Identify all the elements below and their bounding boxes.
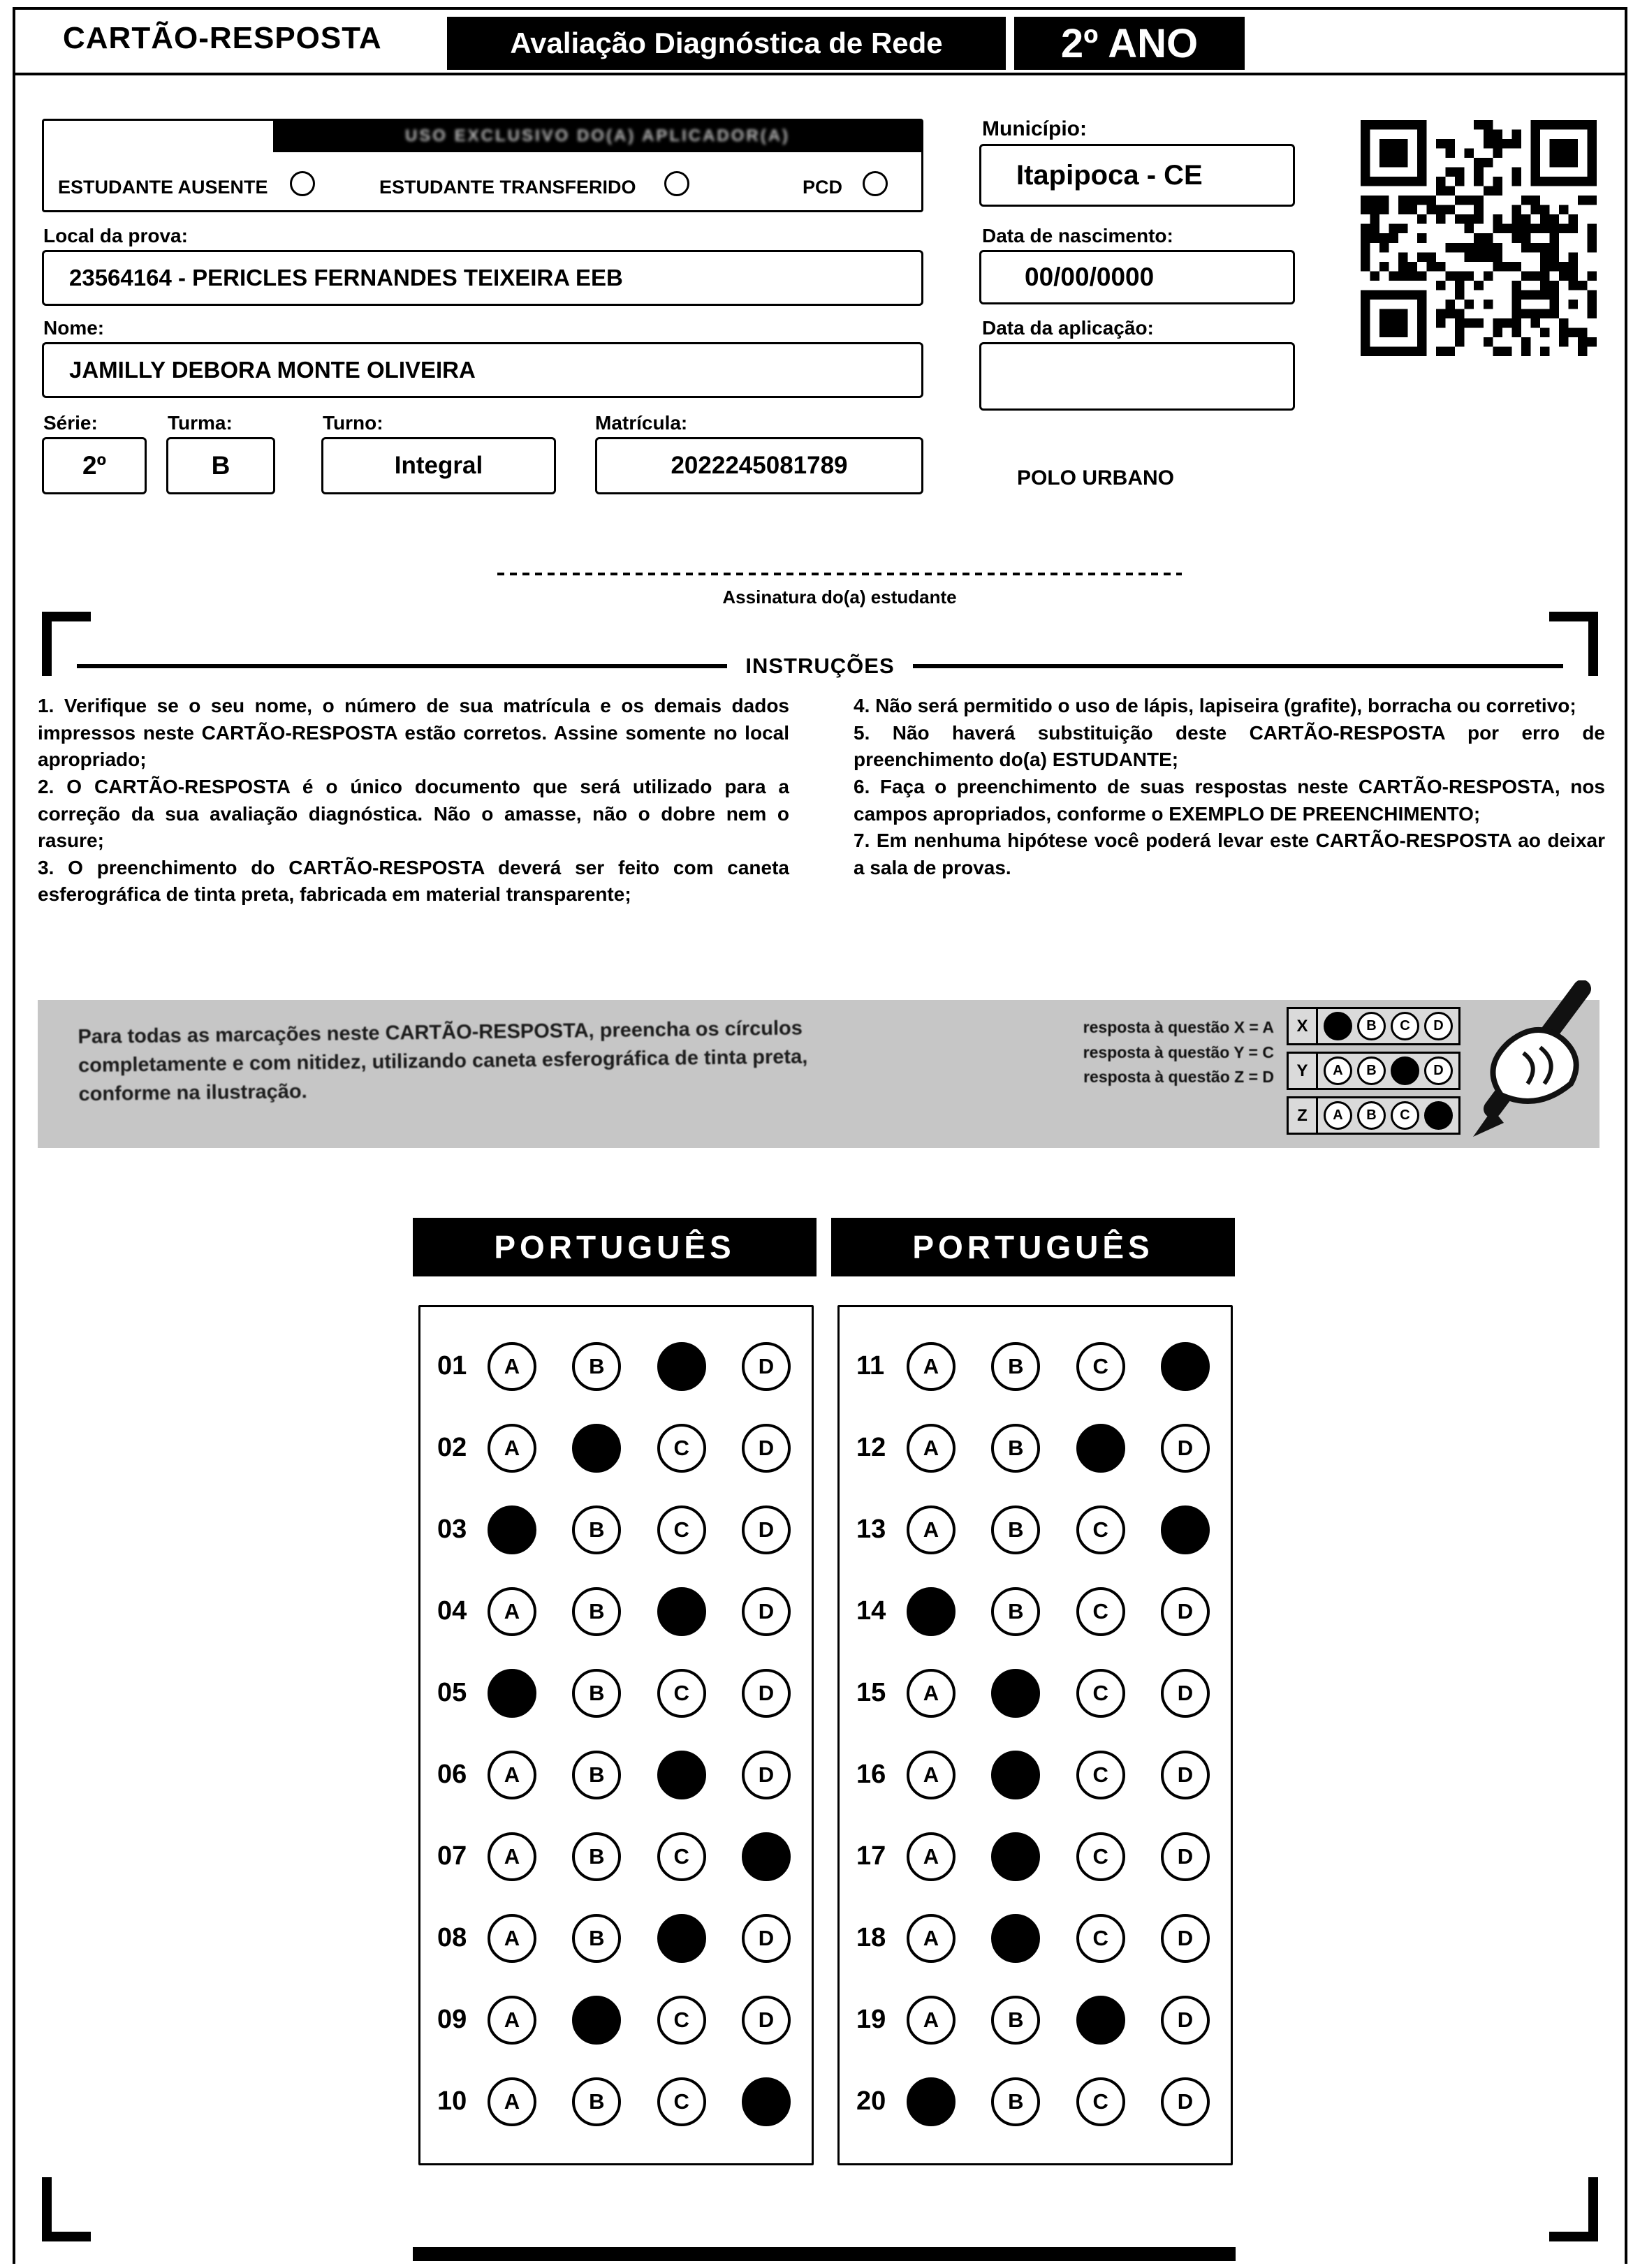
example-row-label: X bbox=[1289, 1009, 1318, 1043]
header-divider bbox=[13, 73, 1627, 75]
question-row bbox=[420, 1570, 812, 1652]
hand-pen-illustration bbox=[1442, 980, 1616, 1148]
answer-bubble-c[interactable] bbox=[1076, 1996, 1125, 2045]
qr-code bbox=[1361, 120, 1597, 356]
instruction-item: 5. Não haverá substituição deste CARTÃO-RESPOSTA por erro de preenchimento do(a) ESTUDANTE; bbox=[854, 721, 1605, 771]
answer-bubble-c[interactable]: C bbox=[657, 1832, 706, 1881]
answer-bubble-d[interactable]: D bbox=[742, 1751, 791, 1799]
example-bubble-a: A bbox=[1324, 1101, 1352, 1130]
answer-bubble-d[interactable] bbox=[742, 1832, 791, 1881]
answer-bubble-b[interactable]: B bbox=[991, 2077, 1040, 2126]
applicator-bar-text: USO EXCLUSIVO DO(A) APLICADOR(A) bbox=[404, 126, 791, 145]
answer-bubble-d[interactable]: D bbox=[742, 1505, 791, 1554]
section-title-1: PORTUGUÊS bbox=[494, 1229, 735, 1265]
polo-label: POLO URBANO bbox=[1017, 466, 1174, 489]
example-bubble-c: C bbox=[1391, 1101, 1419, 1130]
applicator-box bbox=[42, 119, 923, 212]
nascimento-value: 00/00/0000 bbox=[1025, 263, 1155, 291]
answer-bubble-d[interactable]: D bbox=[1161, 1914, 1210, 1963]
example-bubble-c: C bbox=[1391, 1012, 1419, 1040]
answer-bubble-d[interactable]: D bbox=[1161, 1832, 1210, 1881]
answer-options bbox=[907, 1669, 1210, 1718]
answer-bubble-d[interactable]: D bbox=[1161, 1424, 1210, 1473]
example-note: Para todas as marcações neste CARTÃO-RESPOSTA, preencha os círculos completamente e com nitidez, utilizando caneta esferográfica de tinta preta, conforme na ilustração. bbox=[78, 1017, 808, 1106]
local-field[interactable] bbox=[42, 250, 923, 306]
answer-bubble-c[interactable]: C bbox=[1076, 1505, 1125, 1554]
answer-bubble-d[interactable]: D bbox=[742, 1424, 791, 1473]
answer-bubble-a[interactable]: A bbox=[488, 1914, 536, 1963]
answer-bubble-d[interactable]: D bbox=[742, 1342, 791, 1391]
nascimento-label: Data de nascimento: bbox=[982, 225, 1173, 246]
question-number: 13 bbox=[856, 1515, 886, 1544]
turno-label: Turno: bbox=[323, 412, 383, 434]
question-number: 15 bbox=[856, 1678, 886, 1707]
matricula-value: 2022245081789 bbox=[671, 452, 848, 479]
example-bubble-b: B bbox=[1357, 1056, 1386, 1085]
answer-bubble-d[interactable]: D bbox=[742, 1914, 791, 1963]
aplicacao-field[interactable] bbox=[979, 342, 1295, 411]
answer-bubble-a[interactable]: A bbox=[488, 1424, 536, 1473]
answer-options bbox=[488, 1914, 791, 1963]
answer-options bbox=[907, 1505, 1210, 1554]
example-row-label: Z bbox=[1289, 1098, 1318, 1133]
example-captions bbox=[995, 1015, 1274, 1090]
answer-bubble-a[interactable]: A bbox=[488, 1832, 536, 1881]
example-row bbox=[1287, 1052, 1460, 1090]
municipio-label: Município: bbox=[982, 117, 1087, 140]
example-row-label: Y bbox=[1289, 1054, 1318, 1088]
answer-options bbox=[488, 1669, 791, 1718]
answer-bubble-a[interactable] bbox=[488, 1669, 536, 1718]
answer-bubble-a[interactable]: A bbox=[907, 1342, 956, 1391]
instruction-item: 4. Não será permitido o uso de lápis, lapiseira (grafite), borracha ou corretivo; bbox=[854, 695, 1576, 716]
question-number: 17 bbox=[856, 1841, 886, 1871]
answer-options bbox=[488, 1342, 791, 1391]
answer-bubble-b[interactable]: B bbox=[991, 1424, 1040, 1473]
header-left bbox=[63, 21, 382, 56]
answer-bubble-c[interactable]: C bbox=[657, 1996, 706, 2045]
answer-bubble-b[interactable]: B bbox=[572, 2077, 621, 2126]
nome-label: Nome: bbox=[43, 317, 105, 339]
answer-bubble-b[interactable]: B bbox=[572, 1587, 621, 1636]
example-caption-z: resposta à questão Z = D bbox=[1083, 1068, 1274, 1087]
answer-bubble-c[interactable] bbox=[657, 1342, 706, 1391]
question-number: 12 bbox=[856, 1433, 886, 1462]
answer-bubble-c[interactable] bbox=[657, 1751, 706, 1799]
answer-options bbox=[907, 1996, 1210, 2045]
answer-bubble-c[interactable] bbox=[657, 1587, 706, 1636]
answer-bubble-b[interactable]: B bbox=[991, 1505, 1040, 1554]
answer-bubble-c[interactable]: C bbox=[1076, 2077, 1125, 2126]
question-number: 04 bbox=[437, 1596, 467, 1626]
answer-bubble-b[interactable]: B bbox=[991, 1587, 1040, 1636]
section-title-2: PORTUGUÊS bbox=[912, 1229, 1154, 1265]
header-center bbox=[447, 17, 1006, 70]
question-number: 19 bbox=[856, 2005, 886, 2034]
example-band bbox=[38, 1000, 1599, 1148]
question-row bbox=[840, 1570, 1231, 1652]
grade-label: 2º ANO bbox=[1060, 20, 1199, 66]
question-row bbox=[420, 1407, 812, 1489]
example-grid bbox=[1287, 1007, 1460, 1135]
example-caption-y: resposta à questão Y = C bbox=[1083, 1043, 1274, 1061]
answer-options bbox=[907, 1751, 1210, 1799]
instructions-rule-right bbox=[913, 664, 1563, 668]
sheet-title: CARTÃO-RESPOSTA bbox=[63, 21, 382, 55]
answer-bubble-a[interactable]: A bbox=[907, 1505, 956, 1554]
municipio-field[interactable] bbox=[979, 144, 1295, 207]
signature-line[interactable] bbox=[497, 573, 1182, 575]
question-row bbox=[420, 1897, 812, 1979]
answer-bubble-b[interactable] bbox=[991, 1751, 1040, 1799]
question-number: 14 bbox=[856, 1596, 886, 1626]
example-row bbox=[1287, 1007, 1460, 1045]
serie-label: Série: bbox=[43, 412, 98, 434]
question-row bbox=[420, 2061, 812, 2142]
nome-field[interactable] bbox=[42, 342, 923, 398]
question-number: 10 bbox=[437, 2086, 467, 2116]
answer-options bbox=[907, 1587, 1210, 1636]
registration-mark-bottom-left bbox=[42, 2177, 91, 2241]
question-number: 20 bbox=[856, 2086, 886, 2116]
answer-options bbox=[907, 1342, 1210, 1391]
answer-bubble-a[interactable]: A bbox=[907, 1996, 956, 2045]
example-bubble-b: B bbox=[1357, 1012, 1386, 1040]
local-value: 23564164 - PERICLES FERNANDES TEIXEIRA EEB bbox=[69, 265, 623, 290]
answer-bubble-b[interactable]: B bbox=[572, 1669, 621, 1718]
answer-bubble-d[interactable] bbox=[1161, 1505, 1210, 1554]
section-header-portugues-1 bbox=[413, 1218, 817, 1276]
signature-label: Assinatura do(a) estudante bbox=[722, 587, 957, 608]
example-bubble-c bbox=[1391, 1056, 1419, 1085]
question-row bbox=[420, 1816, 812, 1897]
question-row bbox=[420, 1489, 812, 1570]
answers-column-2 bbox=[837, 1305, 1233, 2165]
question-row bbox=[840, 1734, 1231, 1816]
answer-bubble-a[interactable] bbox=[907, 1587, 956, 1636]
checkbox-label-ausente: ESTUDANTE AUSENTE bbox=[58, 177, 268, 198]
answer-options bbox=[488, 1751, 791, 1799]
answer-bubble-a[interactable]: A bbox=[907, 1832, 956, 1881]
question-row bbox=[840, 2061, 1231, 2142]
answer-options bbox=[907, 1914, 1210, 1963]
answer-bubble-a[interactable]: A bbox=[488, 1996, 536, 2045]
question-row bbox=[840, 1407, 1231, 1489]
answer-bubble-c[interactable]: C bbox=[1076, 1342, 1125, 1391]
turma-field[interactable] bbox=[166, 437, 275, 494]
checkbox-pcd[interactable] bbox=[863, 171, 888, 196]
question-number: 02 bbox=[437, 1433, 467, 1462]
answer-bubble-a[interactable]: A bbox=[488, 1587, 536, 1636]
question-number: 08 bbox=[437, 1923, 467, 1952]
answer-bubble-a[interactable] bbox=[488, 1505, 536, 1554]
answer-options bbox=[907, 1424, 1210, 1473]
example-options bbox=[1318, 1098, 1458, 1133]
answer-bubble-a[interactable]: A bbox=[907, 1914, 956, 1963]
answer-bubble-b[interactable] bbox=[572, 1996, 621, 2045]
question-row bbox=[840, 1816, 1231, 1897]
answer-bubble-b[interactable]: B bbox=[572, 1914, 621, 1963]
answer-bubble-c[interactable]: C bbox=[657, 1505, 706, 1554]
answer-bubble-b[interactable] bbox=[991, 1669, 1040, 1718]
answer-bubble-b[interactable]: B bbox=[572, 1342, 621, 1391]
answer-bubble-d[interactable]: D bbox=[742, 1996, 791, 2045]
answer-bubble-c[interactable]: C bbox=[1076, 1751, 1125, 1799]
turma-label: Turma: bbox=[168, 412, 233, 434]
instruction-item: 1. Verifique se o seu nome, o número de sua matrícula e os demais dados impressos neste CARTÃO-RESPOSTA estão corretos. Assine somente no local apropriado; bbox=[38, 695, 789, 771]
matricula-label: Matrícula: bbox=[595, 412, 688, 434]
answer-bubble-b[interactable]: B bbox=[991, 1342, 1040, 1391]
answer-bubble-c[interactable] bbox=[1076, 1424, 1125, 1473]
local-label: Local da prova: bbox=[43, 225, 188, 246]
instructions-title: INSTRUÇÕES bbox=[745, 654, 895, 678]
question-number: 09 bbox=[437, 2005, 467, 2034]
turno-field[interactable] bbox=[321, 437, 556, 494]
question-number: 16 bbox=[856, 1760, 886, 1789]
answer-bubble-b[interactable]: B bbox=[572, 1751, 621, 1799]
question-row bbox=[840, 1897, 1231, 1979]
answer-bubble-a[interactable] bbox=[907, 2077, 956, 2126]
instruction-item: 2. O CARTÃO-RESPOSTA é o único documento que será utilizado para a correção da sua avaliação diagnóstica. Não o amasse, não o dobre nem o rasure; bbox=[38, 775, 789, 852]
answer-bubble-b[interactable]: B bbox=[991, 1996, 1040, 2045]
answer-bubble-a[interactable]: A bbox=[488, 1342, 536, 1391]
answer-bubble-c[interactable] bbox=[657, 1914, 706, 1963]
example-bubble-d: D bbox=[1424, 1056, 1453, 1085]
example-options bbox=[1318, 1009, 1458, 1043]
matricula-field[interactable] bbox=[595, 437, 923, 494]
question-number: 07 bbox=[437, 1841, 467, 1871]
answer-bubble-d[interactable]: D bbox=[1161, 2077, 1210, 2126]
answer-options bbox=[488, 1505, 791, 1554]
answer-bubble-d[interactable]: D bbox=[1161, 1587, 1210, 1636]
answer-bubble-b[interactable] bbox=[572, 1424, 621, 1473]
answer-options bbox=[488, 1587, 791, 1636]
instructions-column-left bbox=[38, 693, 789, 908]
question-number: 03 bbox=[437, 1515, 467, 1544]
answer-bubble-a[interactable]: A bbox=[907, 1424, 956, 1473]
question-number: 06 bbox=[437, 1760, 467, 1789]
answer-bubble-c[interactable]: C bbox=[657, 1424, 706, 1473]
section-header-portugues-2 bbox=[831, 1218, 1235, 1276]
example-caption-x: resposta à questão X = A bbox=[1083, 1018, 1274, 1036]
instructions-header bbox=[77, 654, 1563, 679]
question-row bbox=[420, 1734, 812, 1816]
checkbox-estudante-ausente[interactable] bbox=[290, 171, 315, 196]
answer-options bbox=[488, 1424, 791, 1473]
question-row bbox=[840, 1325, 1231, 1407]
serie-field[interactable] bbox=[42, 437, 147, 494]
instructions-rule-left bbox=[77, 664, 727, 668]
serie-value: 2º bbox=[82, 451, 107, 480]
answer-bubble-a[interactable]: A bbox=[488, 1751, 536, 1799]
answer-options bbox=[488, 1832, 791, 1881]
example-bubble-a bbox=[1324, 1012, 1352, 1040]
checkbox-label-transferido: ESTUDANTE TRANSFERIDO bbox=[379, 177, 636, 198]
answer-bubble-d[interactable] bbox=[742, 2077, 791, 2126]
checkbox-estudante-transferido[interactable] bbox=[664, 171, 689, 196]
checkbox-label-pcd: PCD bbox=[803, 177, 843, 198]
answer-bubble-d[interactable]: D bbox=[742, 1587, 791, 1636]
question-row bbox=[420, 1325, 812, 1407]
answer-bubble-c[interactable]: C bbox=[1076, 1587, 1125, 1636]
answer-options bbox=[488, 2077, 791, 2126]
example-bubble-b: B bbox=[1357, 1101, 1386, 1130]
answer-bubble-d[interactable]: D bbox=[1161, 1669, 1210, 1718]
answer-options bbox=[907, 2077, 1210, 2126]
answer-options bbox=[488, 1996, 791, 2045]
instruction-item: 3. O preenchimento do CARTÃO-RESPOSTA deverá ser feito com caneta esferográfica de tinta preta, fabricada em material transparente; bbox=[38, 856, 789, 906]
answer-bubble-b[interactable] bbox=[991, 1914, 1040, 1963]
answer-bubble-a[interactable]: A bbox=[907, 1751, 956, 1799]
instructions-column-right bbox=[854, 693, 1605, 881]
answer-bubble-b[interactable] bbox=[991, 1832, 1040, 1881]
instruction-item: 6. Faça o preenchimento de suas respostas neste CARTÃO-RESPOSTA, nos campos apropriados, conforme o EXEMPLO DE PREENCHIMENTO; bbox=[854, 775, 1605, 825]
turno-value: Integral bbox=[394, 452, 483, 479]
example-row bbox=[1287, 1096, 1460, 1135]
registration-mark-bottom-right bbox=[1549, 2177, 1598, 2241]
answer-options bbox=[907, 1832, 1210, 1881]
nome-value: JAMILLY DEBORA MONTE OLIVEIRA bbox=[69, 357, 476, 383]
answer-bubble-b[interactable]: B bbox=[572, 1505, 621, 1554]
answer-bubble-d[interactable]: D bbox=[1161, 1996, 1210, 2045]
question-row bbox=[840, 1652, 1231, 1734]
example-bubble-d: D bbox=[1424, 1012, 1453, 1040]
answer-bubble-d[interactable]: D bbox=[1161, 1751, 1210, 1799]
example-bubble-a: A bbox=[1324, 1056, 1352, 1085]
question-row bbox=[420, 1979, 812, 2061]
answer-bubble-d[interactable]: D bbox=[742, 1669, 791, 1718]
answer-bubble-c[interactable]: C bbox=[657, 1669, 706, 1718]
instruction-item: 7. Em nenhuma hipótese você poderá levar este CARTÃO-RESPOSTA ao deixar a sala de provas. bbox=[854, 830, 1605, 878]
question-number: 18 bbox=[856, 1923, 886, 1952]
answers-column-1 bbox=[418, 1305, 814, 2165]
header-grade bbox=[1014, 17, 1245, 70]
question-row bbox=[840, 1489, 1231, 1570]
answer-bubble-a[interactable]: A bbox=[907, 1669, 956, 1718]
question-number: 11 bbox=[856, 1351, 885, 1380]
aplicacao-label: Data da aplicação: bbox=[982, 317, 1154, 339]
assessment-title: Avaliação Diagnóstica de Rede bbox=[510, 27, 943, 59]
answer-bubble-c[interactable]: C bbox=[657, 2077, 706, 2126]
turma-value: B bbox=[211, 451, 230, 480]
answer-bubble-c[interactable]: C bbox=[1076, 1914, 1125, 1963]
bottom-registration-bar bbox=[413, 2247, 1236, 2261]
example-options bbox=[1318, 1054, 1458, 1088]
applicator-bar bbox=[273, 120, 922, 152]
answer-bubble-b[interactable]: B bbox=[572, 1832, 621, 1881]
answer-bubble-d[interactable] bbox=[1161, 1342, 1210, 1391]
question-number: 01 bbox=[437, 1351, 467, 1380]
municipio-value: Itapipoca - CE bbox=[1016, 159, 1203, 191]
question-number: 05 bbox=[437, 1678, 467, 1707]
answer-bubble-c[interactable]: C bbox=[1076, 1669, 1125, 1718]
answer-bubble-c[interactable]: C bbox=[1076, 1832, 1125, 1881]
question-row bbox=[840, 1979, 1231, 2061]
question-row bbox=[420, 1652, 812, 1734]
answer-bubble-a[interactable]: A bbox=[488, 2077, 536, 2126]
nascimento-field[interactable] bbox=[979, 250, 1295, 304]
